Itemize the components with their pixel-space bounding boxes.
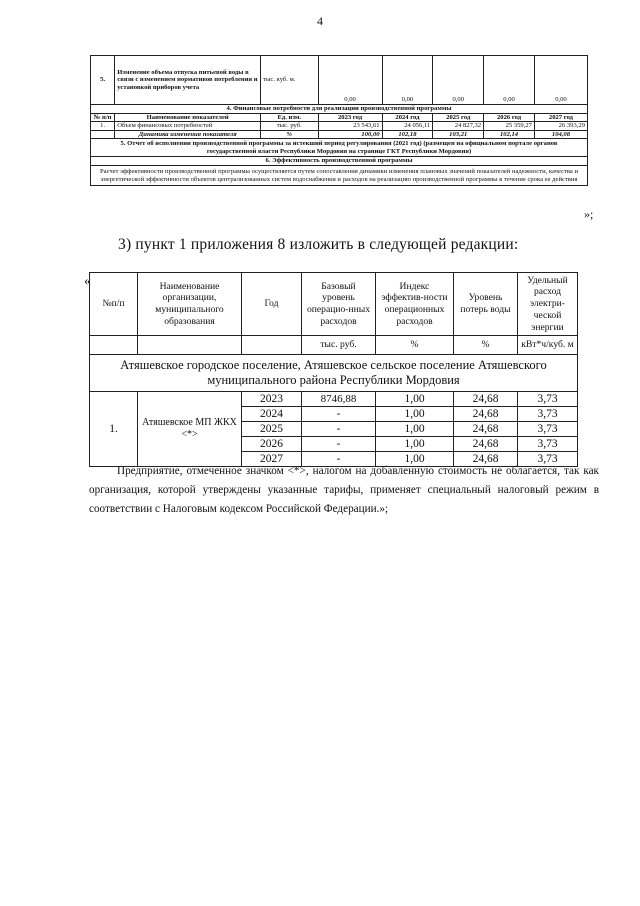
header-year: 2025 год — [433, 113, 484, 122]
value-cell: 25 359,27 — [484, 122, 535, 131]
indicator-name: Изменение объема отпуска питьевой воды в связи с изменением нормативов потребления и установкой приборов учета — [115, 56, 261, 105]
header-year: 2024 год — [382, 113, 433, 122]
header-water-losses: Уровень потерь воды — [454, 273, 518, 336]
water-losses-cell: 24,68 — [454, 407, 518, 422]
efficiency-index-cell: 1,00 — [376, 437, 454, 452]
year-cell: 2023 — [242, 392, 302, 407]
unit-cell: тыс. руб. — [261, 122, 318, 131]
header-num: №п/п — [90, 273, 138, 336]
year-cell: 2024 — [242, 407, 302, 422]
base-expenses-cell: - — [302, 422, 376, 437]
unit-cell — [90, 336, 138, 355]
value-cell: 0,00 — [433, 56, 484, 105]
value-cell: 104,08 — [534, 130, 587, 139]
value-cell: 0,00 — [382, 56, 433, 105]
table-row — [90, 392, 578, 407]
section-6-title: 6. Эффективность производственной программы — [91, 157, 588, 166]
value-cell: 0,00 — [534, 56, 587, 105]
table-row — [91, 122, 588, 131]
efficiency-index-cell: 1,00 — [376, 452, 454, 467]
opening-quote: « — [84, 274, 91, 289]
row-number: 1. — [90, 392, 138, 467]
unit-cell — [242, 336, 302, 355]
unit-cell: % — [376, 336, 454, 355]
year-cell: 2027 — [242, 452, 302, 467]
header-num: № п/п — [91, 113, 115, 122]
value-cell: 0,00 — [484, 56, 535, 105]
production-program-table — [90, 55, 588, 186]
unit-cell — [138, 336, 242, 355]
base-expenses-cell: - — [302, 437, 376, 452]
section-6-text: Расчет эффективности производственной программы осуществляется путем сопоставления динамики изменения плановых значений показателей надежности, качества и энергетической эффективности объектов централизованных систем водоснабжения и расходов на реализацию производственной программы в течение срока ее действия — [91, 166, 588, 186]
base-expenses-cell: 8746,88 — [302, 392, 376, 407]
water-losses-cell: 24,68 — [454, 452, 518, 467]
value-cell: 0,00 — [318, 56, 382, 105]
value-cell: 102,14 — [484, 130, 535, 139]
energy-consumption-cell: 3,73 — [518, 437, 578, 452]
unit-cell: % — [454, 336, 518, 355]
water-losses-cell: 24,68 — [454, 422, 518, 437]
header-year: Год — [242, 273, 302, 336]
units-row — [90, 336, 578, 355]
organization-name: Атяшевское МП ЖКХ <*> — [138, 392, 242, 467]
indicator-name: Объем финансовых потребностей — [115, 122, 261, 131]
year-cell: 2025 — [242, 422, 302, 437]
value-cell: 24 827,32 — [433, 122, 484, 131]
table-row — [91, 56, 588, 105]
amendment-heading: 3) пункт 1 приложения 8 изложить в следующей редакции: — [118, 236, 519, 253]
energy-consumption-cell: 3,73 — [518, 407, 578, 422]
header-year: 2026 год — [484, 113, 535, 122]
energy-consumption-cell: 3,73 — [518, 422, 578, 437]
section-title-row — [91, 139, 588, 157]
row-number: 1. — [91, 122, 115, 131]
tax-footnote — [89, 462, 599, 519]
indicators-table — [89, 272, 578, 467]
value-cell: 23 543,61 — [318, 122, 382, 131]
base-expenses-cell: - — [302, 407, 376, 422]
table-header-row — [91, 113, 588, 122]
header-base-expenses: Базовый уровень операцио-нных расходов — [302, 273, 376, 336]
row-number: 5. — [91, 56, 115, 105]
unit-cell: тыс. руб. — [302, 336, 376, 355]
section-5-title: 5. Отчет об исполнении производственной программы за истекший период регулирования (2021 год) (размещен на официальном портале органов государственной власти Республики Мордовия на странице ГКТ Республики Мордовия) — [91, 139, 588, 157]
section-text-row — [91, 166, 588, 186]
header-energy-consumption: Удельный расход электри-ческой энергии — [518, 273, 578, 336]
efficiency-index-cell: 1,00 — [376, 392, 454, 407]
value-cell: 103,21 — [433, 130, 484, 139]
energy-consumption-cell: 3,73 — [518, 392, 578, 407]
region-title: Атяшевское городское поселение, Атяшевское сельское поселение Атяшевского муниципального района Республики Мордовия — [90, 355, 578, 392]
footnote-text: Предприятие, отмеченное значком <*>, налогом на добавленную стоимость не облагается, так как организация, которой утверждены указанные тарифы, применяет специальный налоговый режим в соответствии с Налоговым кодексом Российской Федерации.»; — [89, 465, 599, 515]
water-losses-cell: 24,68 — [454, 437, 518, 452]
unit-cell: % — [261, 130, 318, 139]
header-efficiency-index: Индекс эффектив-ности операционных расходов — [376, 273, 454, 336]
section-4-title: 4. Финансовые потребности для реализации производственной программы — [91, 105, 588, 114]
water-losses-cell: 24,68 — [454, 392, 518, 407]
unit-cell: кВт*ч/куб. м — [518, 336, 578, 355]
value-cell: 26 393,29 — [534, 122, 587, 131]
value-cell: 24 056,11 — [382, 122, 433, 131]
header-organization: Наименование организации, муниципального образования — [138, 273, 242, 336]
header-year: 2023 год — [318, 113, 382, 122]
energy-consumption-cell: 3,73 — [518, 452, 578, 467]
header-name: Наименование показателей — [115, 113, 261, 122]
page-number: 4 — [317, 14, 323, 28]
header-unit: Ед. изм. — [261, 113, 318, 122]
closing-quote: »; — [584, 207, 594, 221]
header-year: 2027 год — [534, 113, 587, 122]
base-expenses-cell: - — [302, 452, 376, 467]
value-cell: 102,18 — [382, 130, 433, 139]
section-title-row — [91, 105, 588, 114]
efficiency-index-cell: 1,00 — [376, 422, 454, 437]
section-title-row — [91, 157, 588, 166]
efficiency-index-cell: 1,00 — [376, 407, 454, 422]
table-header-row — [90, 273, 578, 336]
indicator-name: Динамика изменения показателя — [115, 130, 261, 139]
year-cell: 2026 — [242, 437, 302, 452]
region-row — [90, 355, 578, 392]
table-row — [91, 130, 588, 139]
unit-cell: тыс. куб. м. — [261, 56, 318, 105]
value-cell: 100,00 — [318, 130, 382, 139]
